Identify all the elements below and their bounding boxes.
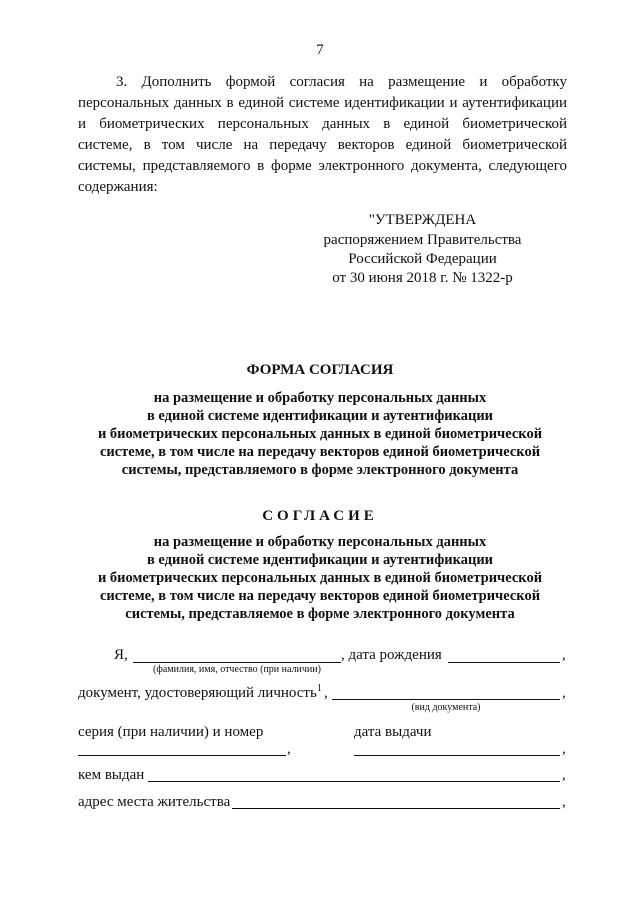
intro-paragraph: 3. Дополнить формой согласия на размещение и обработку персональных данных в единой системе идентификации и аутентификации и биометрических персональных данных в единой биометрической системе, в том числе на передачу векторов единой биометрической системы, представляемого в форме электронного документа, следующего содержания: (78, 74, 567, 195)
issued-by-label: кем выдан (78, 767, 145, 783)
form-subtitle-line: в единой системе идентификации и аутентификации (146, 408, 494, 424)
issue-date-field[interactable] (354, 755, 560, 756)
page-number: 7 (316, 42, 324, 58)
series-number-field[interactable] (78, 755, 286, 756)
address-label: адрес места жительства (78, 794, 231, 810)
consent-subtitle-line: и биометрических персональных данных в единой биометрической (97, 570, 543, 586)
comma: , (562, 685, 566, 701)
fio-field[interactable] (133, 662, 341, 663)
ya-label: Я, (114, 647, 128, 663)
form-subtitle-line: системы, представляемого в форме электронного документа (121, 462, 519, 478)
series-number-label: серия (при наличии) и номер (78, 724, 264, 740)
comma: , (287, 741, 291, 757)
comma: , (562, 647, 566, 663)
issue-date-label: дата выдачи (354, 724, 432, 740)
document-label: документ, удостоверяющий личность$^1$ (78, 683, 322, 701)
consent-subtitle-line: в единой системе идентификации и аутентификации (146, 552, 494, 568)
form-subtitle-line: на размещение и обработку персональных данных (153, 390, 487, 406)
form-subtitle-line: и биометрических персональных данных в единой биометрической (97, 426, 543, 442)
comma: , (324, 685, 328, 701)
consent-title: СОГЛАСИЕ (262, 508, 378, 524)
approval-line-3: от 30 июня 2018 г. № 1322-р (332, 270, 513, 286)
issued-by-field[interactable] (148, 781, 560, 782)
consent-subtitle-line: системе, в том числе на передачу векторов единой биометрической (99, 588, 541, 604)
approval-block (300, 210, 545, 288)
form-title: ФОРМА СОГЛАСИЯ (246, 362, 394, 378)
consent-subtitle-line: системы, представляемое в форме электронного документа (125, 606, 515, 622)
address-field[interactable] (232, 808, 560, 809)
approval-line-2: Российской Федерации (348, 251, 497, 267)
fio-hint: (фамилия, имя, отчество (при наличии) (153, 664, 321, 675)
form-subtitle-line: системе, в том числе на передачу векторов единой биометрической (99, 444, 541, 460)
approval-head: "УТВЕРЖДЕНА (368, 212, 477, 228)
form-subtitle (70, 389, 570, 479)
birth-date-field[interactable] (448, 662, 560, 663)
footnote-mark: 1 (316, 683, 322, 694)
birth-date-label: , дата рождения (341, 647, 442, 663)
document-type-field[interactable] (332, 699, 560, 700)
document-type-hint: (вид документа) (411, 702, 481, 713)
comma: , (562, 794, 566, 810)
consent-subtitle (70, 533, 570, 623)
comma: , (562, 767, 566, 783)
consent-subtitle-line: на размещение и обработку персональных данных (153, 534, 487, 550)
comma: , (562, 741, 566, 757)
approval-line-1: распоряжением Правительства (323, 232, 522, 248)
